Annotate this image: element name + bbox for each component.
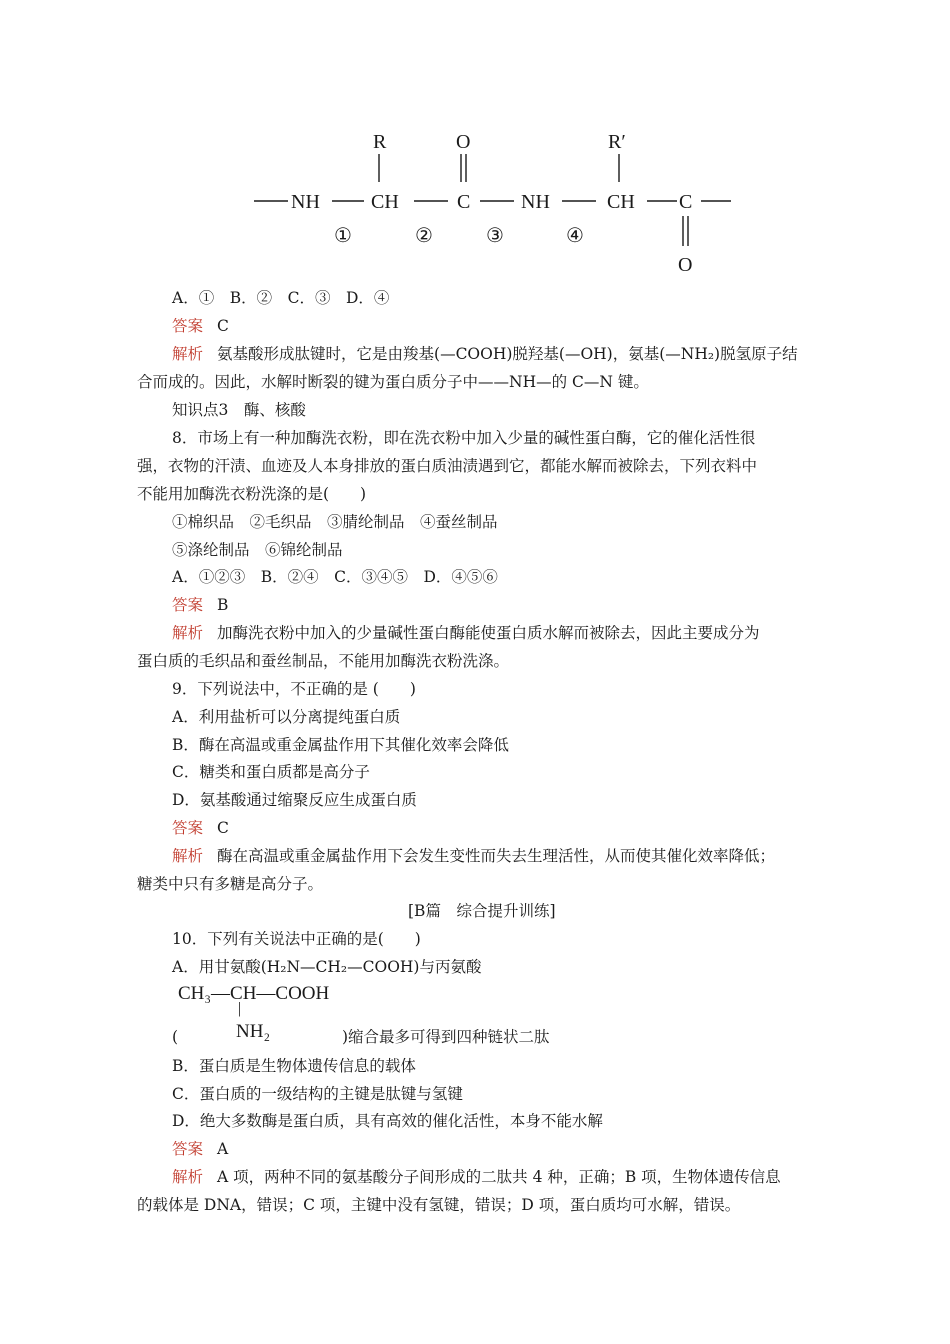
analysis-text: 加酶洗衣粉中加入的少量碱性蛋白酶能使蛋白质水解而被除去，因此主要成分为 <box>217 624 760 642</box>
q10-option-c: C．蛋白质的一级结构的主键是肽键与氢键 <box>172 1085 463 1103</box>
q7-analysis-line-2: 合而成的。因此，水解时断裂的键为蛋白质分子中——NH—的 C—N 键。 <box>137 373 649 391</box>
r-prime-group-label: R′ <box>608 131 626 153</box>
q8-analysis-line-2: 蛋白质的毛织品和蚕丝制品，不能用加酶洗衣粉洗涤。 <box>137 652 510 670</box>
q10-option-a-open-paren: ( <box>172 1028 179 1046</box>
carbonyl-carbon-1: C <box>457 191 471 213</box>
q8-items-line-2: ⑤涤纶制品 ⑥锦纶制品 <box>172 541 343 559</box>
q9-option-c: C．糖类和蛋白质都是高分子 <box>172 763 370 781</box>
q10-analysis-line-2: 的载体是 DNA，错误；C 项，主键中没有氢键，错误；D 项，蛋白质均可水解，错误。 <box>137 1196 741 1214</box>
answer-label: 答案 <box>172 317 204 335</box>
q10-answer <box>172 1139 228 1159</box>
q8-stem-line-2: 强，衣物的汗渍、血迹及人本身排放的蛋白质油渍遇到它，都能水解而被除去，下列衣料中 <box>137 457 758 475</box>
carbonyl-oxygen-2-label: O <box>678 254 693 276</box>
q7-analysis-line-1 <box>172 344 798 364</box>
q9-analysis-line-1 <box>172 846 775 866</box>
q9-option-a: A．利用盐析可以分离提纯蛋白质 <box>172 708 401 726</box>
nh-group-2: NH <box>521 191 550 213</box>
q10-stem: 10．下列有关说法中正确的是( ) <box>172 930 421 948</box>
q9-option-d: D．氨基酸通过缩聚反应生成蛋白质 <box>172 791 417 809</box>
q10-option-a-line-2: )缩合最多可得到四种链状二肽 <box>342 1028 550 1046</box>
bond-number-1: ① <box>334 225 352 247</box>
q9-option-b: B．酶在高温或重金属盐作用下其催化效率会降低 <box>172 736 509 754</box>
q10-option-b: B．蛋白质是生物体遗传信息的载体 <box>172 1057 416 1075</box>
analysis-text: 酶在高温或重金属盐作用下会发生变性而失去生理活性，从而使其催化效率降低； <box>217 847 776 865</box>
nh-group-1: NH <box>291 191 320 213</box>
ch-group-1: CH <box>371 191 399 213</box>
answer-label: 答案 <box>172 819 204 837</box>
alanine-formula-main: CH₃—CH—COOH <box>178 983 330 1004</box>
q9-stem: 9．下列说法中，不正确的是 ( ) <box>172 680 416 698</box>
answer-value: C <box>217 819 229 837</box>
q10-option-a-line-1: A．用甘氨酸(H₂N—CH₂—COOH)与丙氨酸 <box>172 958 482 976</box>
q9-answer <box>172 818 229 838</box>
alanine-amino-bond: | <box>238 1000 242 1017</box>
q10-option-d: D．绝大多数酶是蛋白质，具有高效的催化活性，本身不能水解 <box>172 1112 603 1130</box>
q10-analysis-line-1 <box>172 1167 781 1187</box>
q8-items-line-1: ①棉织品 ②毛织品 ③腈纶制品 ④蚕丝制品 <box>172 513 498 531</box>
analysis-label: 解析 <box>172 1168 204 1186</box>
analysis-text: A 项，两种不同的氨基酸分子间形成的二肽共 4 种，正确；B 项，生物体遗传信息 <box>217 1168 781 1186</box>
q7-options: A．① B．② C．③ D．④ <box>172 289 390 307</box>
bond-number-3: ③ <box>486 225 504 247</box>
answer-value: A <box>217 1140 229 1158</box>
answer-label: 答案 <box>172 1140 204 1158</box>
carbonyl-oxygen-label: O <box>456 131 471 153</box>
q7-answer <box>172 316 229 336</box>
analysis-label: 解析 <box>172 847 204 865</box>
answer-value: B <box>217 596 229 614</box>
answer-label: 答案 <box>172 596 204 614</box>
q9-analysis-line-2: 糖类中只有多糖是高分子。 <box>137 875 324 893</box>
answer-value: C <box>217 317 229 335</box>
q8-stem-line-1: 8．市场上有一种加酶洗衣粉，即在洗衣粉中加入少量的碱性蛋白酶，它的催化活性很 <box>172 429 756 447</box>
bond-number-4: ④ <box>566 225 584 247</box>
analysis-text: 氨基酸形成肽键时，它是由羧基(—COOH)脱羟基(—OH)，氨基(—NH₂)脱氢原子结 <box>217 345 798 363</box>
knowledge-point-heading: 知识点3 酶、核酸 <box>172 401 306 419</box>
analysis-label: 解析 <box>172 345 204 363</box>
analysis-label: 解析 <box>172 624 204 642</box>
peptide-structure-diagram <box>240 120 740 280</box>
alanine-amino-group: NH₂ <box>236 1021 271 1042</box>
carbonyl-carbon-2: C <box>679 191 693 213</box>
section-b-heading: [B篇 综合提升训练] <box>408 902 556 920</box>
q8-stem-line-3: 不能用加酶洗衣粉洗涤的是( ) <box>137 485 367 503</box>
ch-group-2: CH <box>607 191 635 213</box>
q8-answer <box>172 595 228 615</box>
q8-analysis-line-1 <box>172 623 760 643</box>
bond-number-2: ② <box>415 225 433 247</box>
r-group-label: R <box>373 131 387 153</box>
q8-options: A．①②③ B．②④ C．③④⑤ D．④⑤⑥ <box>172 568 498 586</box>
